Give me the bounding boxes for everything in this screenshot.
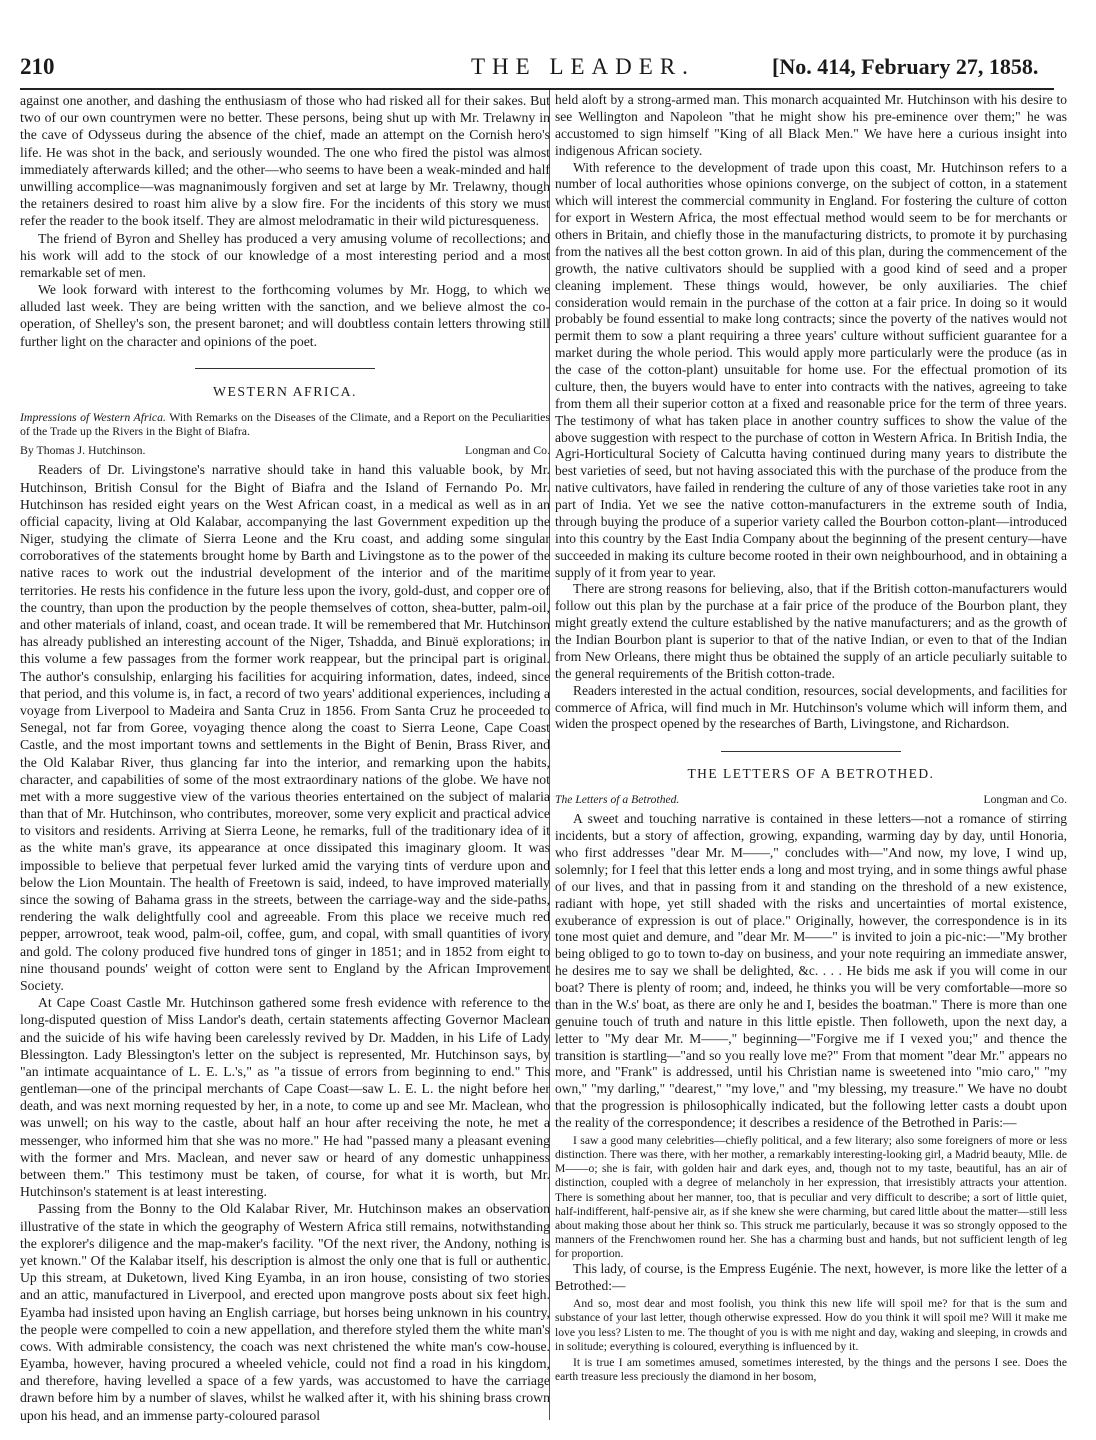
section-divider xyxy=(721,751,901,752)
paragraph: At Cape Coast Castle Mr. Hutchinson gathered some fresh evidence with reference to the long-disputed question of Miss Landor's death, certain statements affecting Governor Maclean and the suicide of his wife having been carelessly revived by Dr. Madden, in his Life of Lady Blessington. Lady Blessington's letter on the subject is represented, Mr. Hutchinson says, by "an intimate acquaintance of L. E. L.'s," as "a tissue of errors from beginning to end." This gentleman—one of the principal merchants of Cape Coast—saw L. E. L. the night before her death, and was next morning requested by her, in a note, to come up and see Mr. Maclean, who was unwell; on his way to the castle, about half an hour after receiving the note, he met a messenger, who informed him that she was no more." He had "passed many a pleasant evening with the former and Mrs. Maclean, and never saw or heard of any domestic unhappiness between them." This testimony must be taken, of course, for what it is worth, but Mr. Hutchinson's statement is at least interesting. xyxy=(20,995,550,1200)
left-column xyxy=(20,92,550,1424)
citation-title: The Letters of a Betrothed. xyxy=(555,793,680,807)
paragraph: held aloft by a strong-armed man. This monarch acquainted Mr. Hutchinson with his desire to see Wellington and Napoleon "that he might show his pre-eminence over them;" he was accustomed to sign himself "King of all Black Men." We have here a curious insight into indigenous African society. xyxy=(555,92,1067,158)
paragraph: This lady, of course, is the Empress Eugénie. The next, however, is more like the letter of a Betrothed:— xyxy=(555,1261,1067,1294)
quoted-letter: And so, most dear and most foolish, you think this new life will spoil me? for that is the sum and substance of your last letter, though otherwise expressed. How do you think it will spoil me? Will it make me love you less? Listen to me. The thought of you is with me night and day, waking and sleeping, in crowds and in solitude; everything is coloured, everything is influenced by it. xyxy=(555,1297,1067,1353)
citation-text: With Remarks on the Diseases of the Climate, and a Report on the Peculiarities of the Trade up the Rivers in the Bight of Biafra. xyxy=(20,410,550,439)
citation-title: Impressions of Western Africa. xyxy=(20,410,166,424)
paragraph: We look forward with interest to the forthcoming volumes by Mr. Hogg, to which we alluded last week. They are being written with the sanction, and we believe almost the co-operation, of Shelley's son, the present baronet; and will doubtless contain letters throwing still further light on the character and opinions of the poet. xyxy=(20,282,550,349)
book-citation xyxy=(20,410,550,439)
citation-author: By Thomas J. Hutchinson. xyxy=(20,442,146,457)
quoted-letter: It is true I am sometimes amused, sometimes interested, by the things and the persons I see. Does the earth treasure less preciously the diamond in her bosom, xyxy=(555,1355,1067,1384)
right-column xyxy=(555,92,1067,1384)
paragraph: Readers interested in the actual condition, resources, social developments, and facilities for commerce of Africa, will find much in Mr. Hutchinson's volume which will inform them, and widen the prospect opened by the researches of Barth, Livingstone, and Richardson. xyxy=(555,682,1067,732)
citation-author-row xyxy=(20,443,550,457)
citation-publisher: Longman and Co. xyxy=(983,793,1067,807)
paragraph: Passing from the Bonny to the Old Kalabar River, Mr. Hutchinson makes an observation illustrative of the state in which the geography of Western Africa still remains, notwithstanding the explorer's diligence and the map-maker's facility. "Of the next river, the Andony, nothing is yet known." Of the Kalabar itself, his description is almost the only one that is full or authentic. Up this stream, at Duketown, lived King Eyamba, in an iron house, consisting of two stories and an attic, manufactured in Liverpool, and erected upon mangrove posts about six feet high. Eyamba had insisted upon having an English carriage, but horses being unknown in his country, the people were compelled to coin a new appellation, and therefore styled them the white man's cows. With admirable consistency, the coach was next christened the white man's cow-house. Eyamba, however, having procured a wheeled vehicle, could not find a road in his kingdom, and therefore, having levelled a space of a few yards, was accustomed to have the carriage drawn before him by a number of slaves, whilst he walked after it, with his shining brass crown upon his head, and an immense party-coloured parasol xyxy=(20,1201,550,1423)
quoted-letter: I saw a good many celebrities—chiefly political, and a few literary; also some foreigners of more or less distinction. There was there, with her mother, a remarkably interesting-looking girl, a Madrid beauty, Mlle. de M——o; she is fair, with golden hair and dark eyes, and, though not to my taste, beautiful, has an air of distinction, coupled with a degree of melancholy in her expression, that irresistibly attracts your attention. There is something about her manner, too, that is peculiar and very difficult to describe; a sort of little quiet, half-indifferent, half-pensive air, as if she knew she were charming, but cared little about the matter—still less about making those about her think so. This struck me particularly, because it was so strongly opposed to the manners of the Frenchwomen round her. She has a charming bust and hands, but not sufficient length of leg for proportion. xyxy=(555,1133,1067,1261)
paragraph: The friend of Byron and Shelley has produced a very amusing volume of recollections; and his work will add to the stock of our knowledge of a most interesting period and a most remarkable set of men. xyxy=(20,230,550,280)
paragraph: Readers of Dr. Livingstone's narrative should take in hand this valuable book, by Mr. Hutchinson, British Consul for the Bight of Biafra and the Island of Fernando Po. Mr. Hutchinson has resided eight years on the West African coast, in a medical as well as in an official capacity, living at Old Kalabar, accompanying the last Government expedition up the Niger, studying the climate of Sierra Leone and the Kru coast, and adding some singular corroboratives of the statements brought home by Barth and Livingstone as to the power of the native races to work out the industrial development of the interior and of the maritime territories. He rests his confidence in the future less upon the ivory, gold-dust, and copper ore of the country, than upon the production by the people themselves of cotton, shea-butter, palm-oil, and other materials of inland, coast, and ocean trade. It will be remembered that Mr. Hutchinson has already published an interesting account of the Niger, Tshadda, and Binuë explorations; in this volume a few passages from the former work reappear, but the principal part is original. The author's consulship, enlarging his facilities for acquiring information, dates, indeed, since that period, and this volume is, in fact, a record of two years' additional experiences, including a voyage from Liverpool to Madeira and Santa Cruz in 1856. From Santa Cruz he proceeded to Senegal, not far from Goree, voyaging thence along the coast to Sierra Leone, Cape Coast Castle, and the most important towns and settlements in the Bight of Benin, Brass River, and the Old Kalabar River, thus glancing far into the interior, and remarking upon the habits, character, and capabilities of some of the most extraordinary nations of the globe. We have not met with a more suggestive view of the various theories entertained on the subject of malaria than that of Mr. Hutchinson, who contributes, moreover, some very explicit and practical advice to visitors and residents. Arriving at Sierra Leone, he remarks, full of the traditionary idea of it as the white man's grave, its appearance at once dissipated this imaginary gloom. It was impossible to believe that perpetual fever lurked amid the varying tints of verdure upon and below the Lion Mountain. The health of Freetown is said, indeed, to have improved materially since the sowing of Bahama grass in the streets, between the carriage-way and the side-paths, rendering the walk delightfully cool and agreeable. From this place we receive much red pepper, arrowroot, teak wood, palm-oil, coffee, gum, and copal, with small quantities of ivory and gold. The colony produced five hundred tons of ginger in 1851; and in 1852 from eight to nine thousand pounds' weight of cotton were sent to England by the African Improvement Society. xyxy=(20,462,550,993)
paragraph: against one another, and dashing the enthusiasm of those who had risked all for their sakes. But two of our own countrymen were no better. These persons, being shut up with Mr. Trelawny in the cave of Odysseus during the absence of the chief, made an attempt on the Cornish hero's life. He was shot in the back, and seriously wounded. The one who fired the pistol was almost immediately afterwards killed; and the other—who seems to have been a weak-minded and half unwilling accomplice—was magnanimously forgiven and set at large by Mr. Trelawny, though the retainers desired to roast him alive by a slow fire. For the incidents of this story we must refer the reader to the book itself. They are almost melodramatic in their wild picturesqueness. xyxy=(20,93,550,229)
section-divider xyxy=(195,368,375,369)
paragraph: There are strong reasons for believing, also, that if the British cotton-manufacturers would follow out this plan by the purchase at a fair price of the produce of the Bourbon plant, they might greatly extend the culture established by the native manufacturers; and as the growth of the Indian Bourbon plant is superior to that of the native Indian, or even to that of the Indian from New Orleans, there might thus be obtained the supply of an article peculiarly suitable to the general requirements of the British cotton-trade. xyxy=(555,581,1067,681)
section-title-letters: THE LETTERS OF A BETROTHED. xyxy=(687,766,935,782)
page-number: 210 xyxy=(20,54,55,79)
header-rule xyxy=(20,88,1054,90)
section-title-western-africa: WESTERN AFRICA. xyxy=(213,383,357,399)
citation-row xyxy=(555,793,1067,807)
citation-publisher: Longman and Co. xyxy=(465,442,550,457)
page-header xyxy=(20,54,1060,84)
masthead-title: THE LEADER. xyxy=(471,54,695,79)
paragraph: A sweet and touching narrative is contained in these letters—not a romance of stirring incidents, but a story of affection, growing, expanding, warming day by day, until Honoria, who first addresses "dear Mr. M——," concludes with—"And now, my love, I wind up, solemnly; for I feel that this letter ends a long and most trying, and in some things awful phase of our lives, and that in passing from it and standing on the threshold of a new existence, radiant with hope, yet still shaded with the risks and uncertainties of mortal existence, exuberance of expression is out of place." Originally, however, the correspondence is in its tone most quiet and demure, and "dear Mr. M——" is invited to join a pic-nic:—"My brother being obliged to go to town to-day on business, and your note requiring an immediate answer, he desires me to say we shall be delighted, &c. . . . He bids me ask if you will come in our boat? There is plenty of room; and, indeed, he thinks you will be very comfortable—more so than in the W.s' boat, as there are only he and I, besides the boatman." There is more than one genuine touch of truth and nature in this little epistle. Then followeth, upon the next day, a letter to "My dear Mr. M——," beginning—"Forgive me if I vexed you;" and thence the transition is startling—"and so you really love me?" From that moment "dear Mr." appears no more, and "Frank" is addressed, until his Christian name is sweetened into "mio caro," "my own," "my darling," "dearest," "my love," and "my blessing, my treasure." We have no doubt that the progression is philosophically indicated, but the following letter casts a doubt upon the reality of the correspondence; it describes a residence of the Betrothed in Paris:— xyxy=(555,811,1067,1131)
issue-info: [No. 414, February 27, 1858. xyxy=(772,54,1039,79)
paragraph: With reference to the development of trade upon this coast, Mr. Hutchinson refers to a number of local authorities whose opinions converge, on the subject of cotton, in a statement which will interest the commercial community in England. For fostering the culture of cotton for export in Western Africa, the most effectual method would seem to be for merchants or others in Britain, and chiefly those in the manufacturing districts, to promote it by purchasing from the natives all the best cotton grown. In aid of this plan, during the commencement of the growth, the native cultivators should be supplied with a good kind of seed and a proper cleaning implement. These things would, however, be only auxiliaries. The chief consideration would remain in the purchase of the cotton at a fair price. In doing so it would probably be found essential to make long contracts; since the poverty of the natives would not permit them to sow a plant requiring a three years' culture without sufficient guarantee for a market during the whole period. This would apply more particularly were the produce (as in the case of the cotton-plant) unsuitable for home use. For the effectual promotion of its culture, then, the buyers would have to enter into contracts with the natives, agreeing to take from them all their superior cotton at a fixed and reasonable price for the term of three years. The testimony of what has taken place in another country suffices to show the value of the above suggestion with respect to the purchase of cotton in Western Africa. In British India, the Agri-Horticultural Society of Calcutta having continued during many years to distribute the best varieties of seed, but not having associated this with the purchase of the produce from the native cultivators, have failed in rendering the culture of any of those varieties take root in any part of India. Yet we see the native cotton-manufacturers in the extreme south of India, through buying the produce of a superior variety called the Bourbon cotton-plant—introduced into this country by the East India Company about the beginning of the present century—have succeeded in making its culture become rooted in their own neighbourhood, and in obtaining a supply of it from year to year. xyxy=(555,159,1067,580)
